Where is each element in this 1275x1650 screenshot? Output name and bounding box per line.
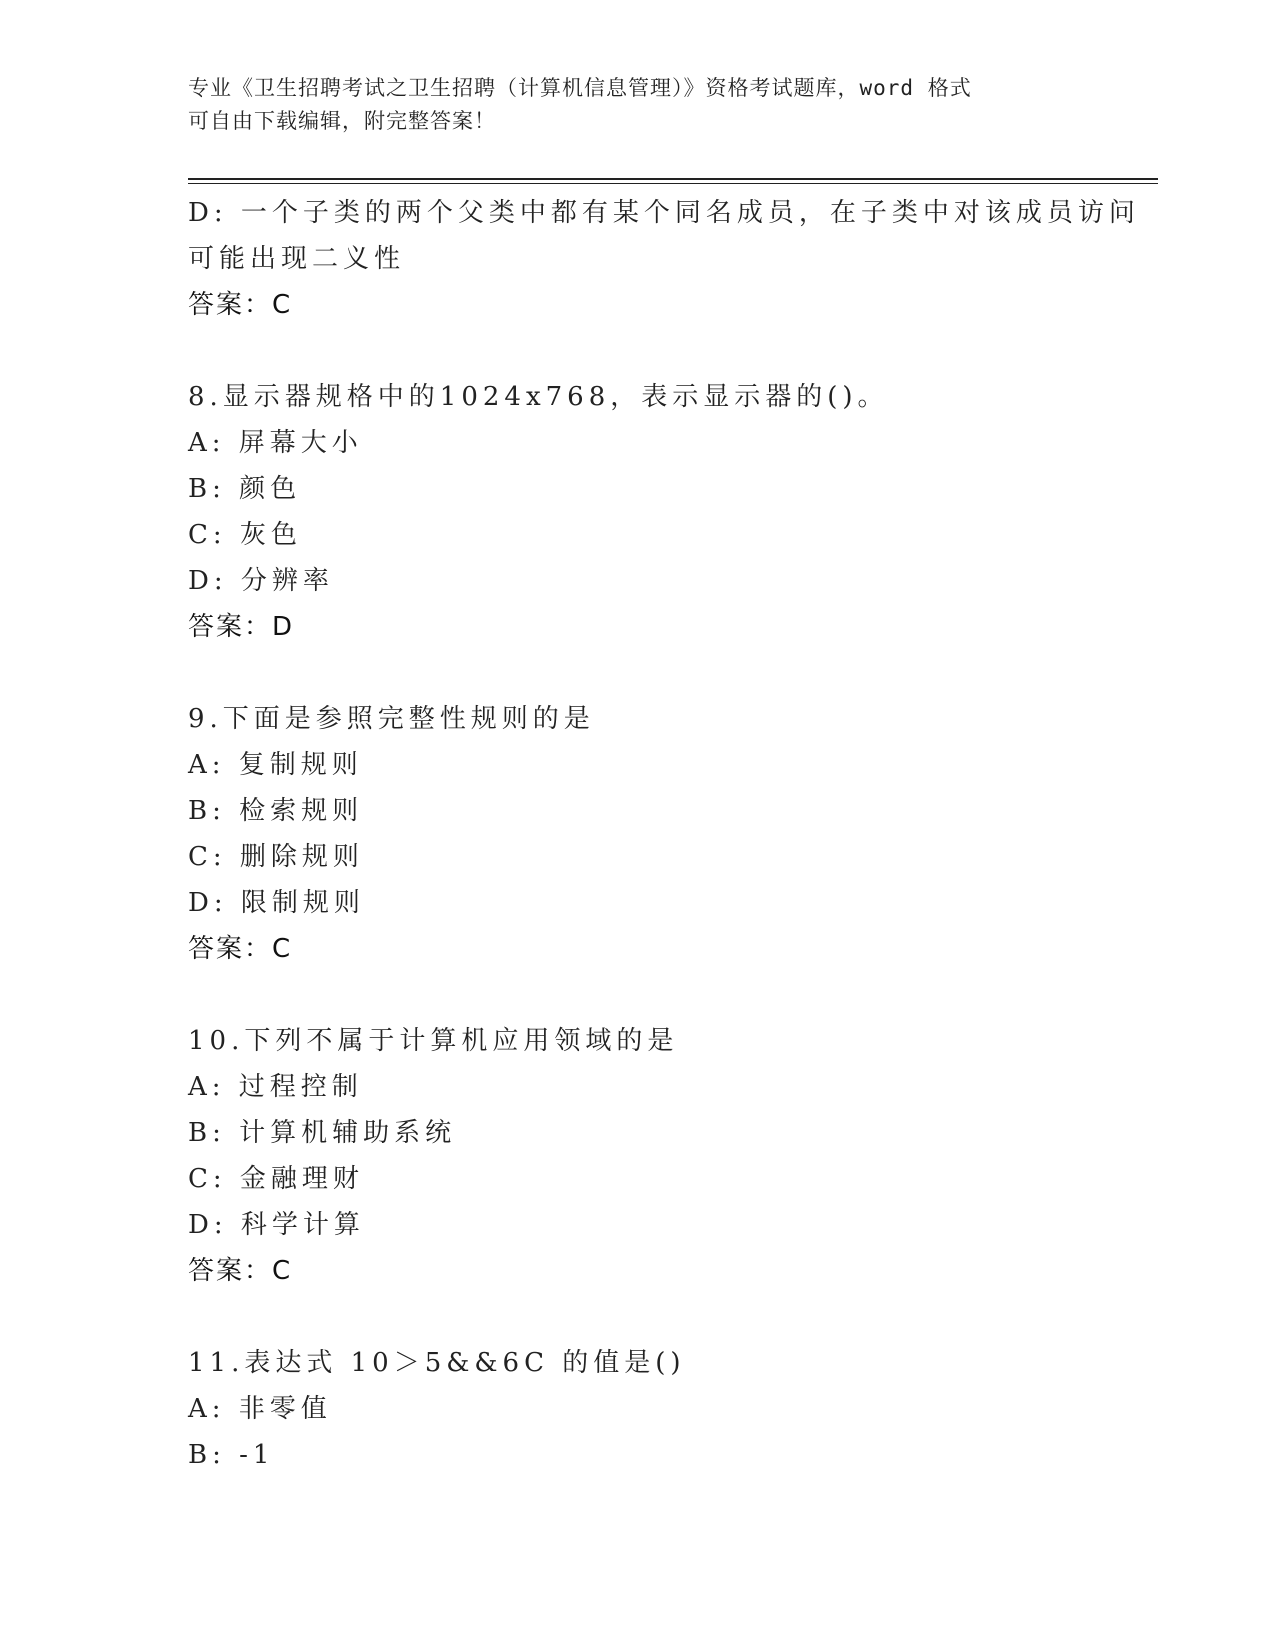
spacer	[188, 328, 1088, 374]
option-c: C: 金融理财	[188, 1164, 364, 1194]
spacer	[188, 1294, 1088, 1340]
option-a: A: 屏幕大小	[188, 428, 363, 458]
option-c: C: 删除规则	[188, 842, 364, 872]
header-divider-thick	[188, 178, 1158, 180]
document-header	[188, 72, 1088, 138]
option-a: A: 过程控制	[188, 1072, 363, 1102]
answer-line: 答案：D	[188, 612, 295, 642]
spacer	[188, 972, 1088, 1018]
option-d: D: 分辨率	[188, 566, 334, 596]
option-d: D: 限制规则	[188, 888, 365, 918]
question-8	[188, 374, 1088, 650]
option-d-continuation: 可能出现二义性	[188, 244, 406, 274]
question-11	[188, 1340, 1088, 1478]
option-b: B: -1	[188, 1440, 275, 1470]
question-9	[188, 696, 1088, 972]
question-text: 8.显示器规格中的1024x768，表示显示器的()。	[188, 382, 889, 412]
header-title-line1: 专业《卫生招聘考试之卫生招聘（计算机信息管理）》资格考试题库，word 格式	[188, 76, 972, 100]
question-text: 9.下面是参照完整性规则的是	[188, 704, 595, 734]
header-divider-thin	[188, 183, 1158, 184]
option-d: D: 科学计算	[188, 1210, 365, 1240]
answer-line: 答案：C	[188, 290, 293, 320]
option-b: B: 检索规则	[188, 796, 364, 826]
option-d: D: 一个子类的两个父类中都有某个同名成员，在子类中对该成员访问	[188, 198, 1140, 228]
header-title-line2: 可自由下载编辑，附完整答案！	[188, 109, 496, 133]
question-7-tail	[188, 190, 1140, 328]
question-list	[188, 190, 1140, 1478]
question-text: 10.下列不属于计算机应用领域的是	[188, 1026, 679, 1056]
option-b: B: 计算机辅助系统	[188, 1118, 457, 1148]
answer-line: 答案：C	[188, 934, 293, 964]
question-text: 11.表达式 10＞5&&6C 的值是()	[188, 1348, 686, 1378]
option-a: A: 非零值	[188, 1394, 332, 1424]
question-10	[188, 1018, 1088, 1294]
spacer	[188, 650, 1088, 696]
option-a: A: 复制规则	[188, 750, 363, 780]
option-b: B: 颜色	[188, 474, 302, 504]
answer-line: 答案：C	[188, 1256, 293, 1286]
option-c: C: 灰色	[188, 520, 302, 550]
